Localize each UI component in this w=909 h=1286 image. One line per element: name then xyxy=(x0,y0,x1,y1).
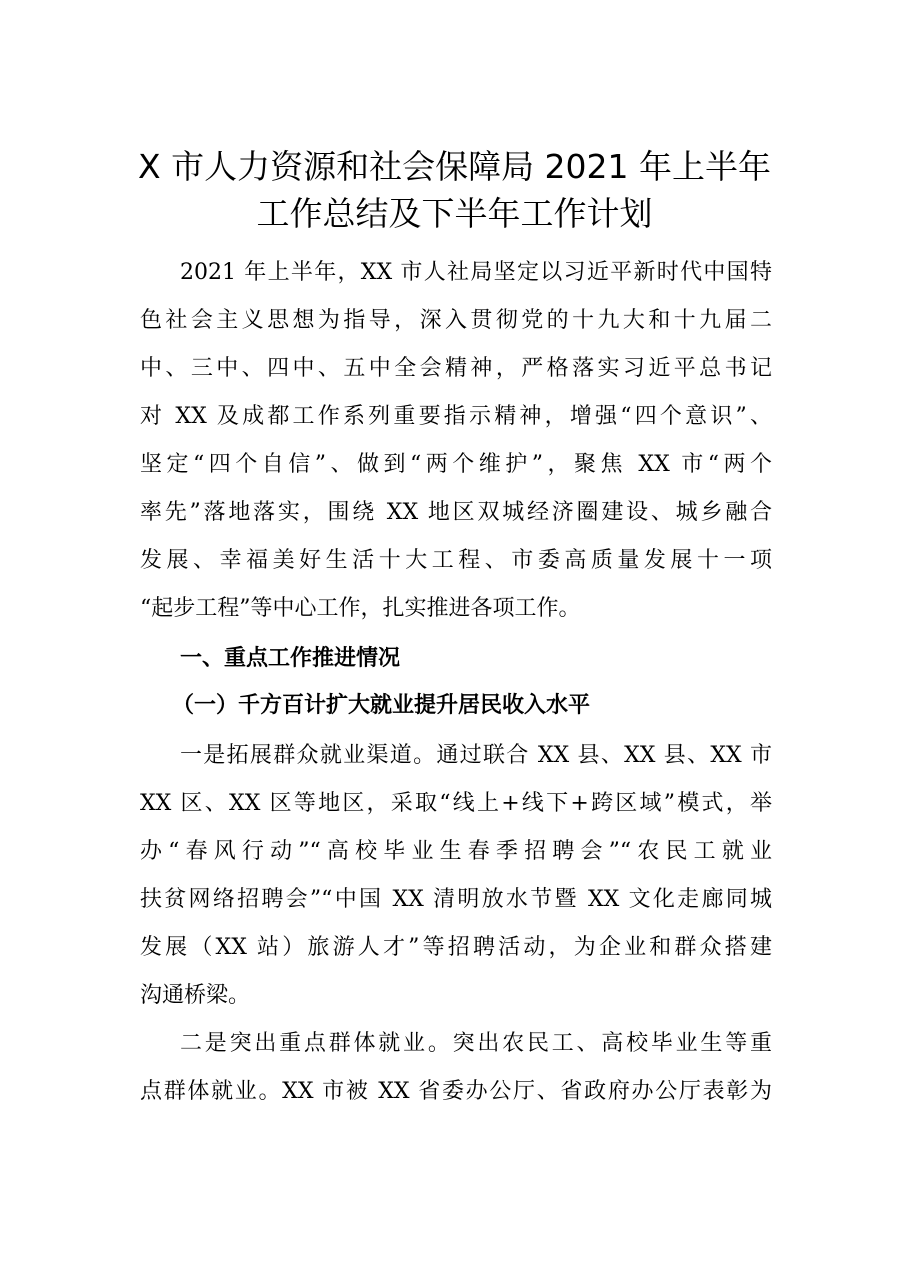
paragraph-line: 扶贫网络招聘会”“中国 XX 清明放水节暨 XX 文化走廊同城 xyxy=(140,887,772,912)
intro-line: 色社会主义思想为指导，深入贯彻党的十九大和十九届二 xyxy=(140,308,772,333)
intro-line: 率先”落地落实，围绕 XX 地区双城经济圈建设、城乡融合 xyxy=(140,500,772,525)
intro-line: 坚定“四个自信”、做到“两个维护”，聚焦 XX 市“两个 xyxy=(140,452,772,477)
intro-line: 发展、幸福美好生活十大工程、市委高质量发展十一项 xyxy=(140,548,772,573)
paragraph-line: 二是突出重点群体就业。突出农民工、高校毕业生等重 xyxy=(180,1031,772,1056)
document-title-line-1: X 市人力资源和社会保障局 2021 年上半年 xyxy=(137,147,772,186)
paragraph-line: 点群体就业。XX 市被 XX 省委办公厅、省政府办公厅表彰为 xyxy=(140,1079,772,1104)
intro-line: 中、三中、四中、五中全会精神，严格落实习近平总书记 xyxy=(140,356,772,381)
paragraph-line: 办“春风行动”“高校毕业生春季招聘会”“农民工就业 xyxy=(140,839,772,864)
paragraph-line: XX 区、XX 区等地区，采取“线上+线下+跨区域”模式，举 xyxy=(140,791,772,816)
intro-line: “起步工程”等中心工作，扎实推进各项工作。 xyxy=(140,596,581,621)
paragraph-line: 一是拓展群众就业渠道。通过联合 XX 县、XX 县、XX 市 xyxy=(180,743,772,768)
subsection-heading: （一）千方百计扩大就业提升居民收入水平 xyxy=(172,693,591,718)
intro-line: 2021 年上半年，XX 市人社局坚定以习近平新时代中国特 xyxy=(180,260,772,285)
document-title-line-2: 工作总结及下半年工作计划 xyxy=(256,194,653,233)
paragraph-line: 发展（XX 站）旅游人才”等招聘活动，为企业和群众搭建 xyxy=(140,935,772,960)
intro-line: 对 XX 及成都工作系列重要指示精神，增强“四个意识”、 xyxy=(140,404,772,429)
section-heading: 一、重点工作推进情况 xyxy=(180,646,401,671)
paragraph-line: 沟通桥梁。 xyxy=(140,983,251,1008)
